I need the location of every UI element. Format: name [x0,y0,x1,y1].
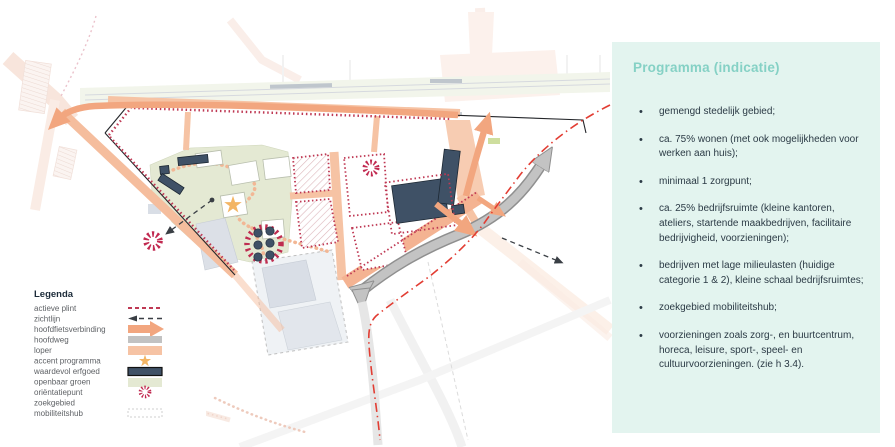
map-legend [26,283,206,441]
legend-label-hoofdweg: hoofdweg [34,335,69,345]
program-bullet: • ca. 75% wonen (met ook mogelijkheden voor werken aan huis); [633,133,866,162]
green-patch [488,138,500,144]
program-bullet: • zoekgebied mobiliteitshub; [633,301,866,316]
program-bullet: • gemengd stedelijk gebied; [633,105,866,120]
panel-title: Programma (indicatie) [633,60,780,75]
legend-label-loper: loper [34,346,52,355]
legend-symbol-dashed-outline-bar [128,409,162,417]
legend-label-accent-programma: accent programma [34,356,101,366]
program-bullet: • bedrijven met lage milieulasten (huidige categorie 1 & 2), kleine schaal bedrijfsruimtes; [633,259,866,288]
legend-symbol-peach-bar [128,346,162,355]
legend-label-openbaar-groen: openbaar groen [34,377,91,387]
legend-label-actieve-plint: actieve plint [34,304,77,313]
legend-label-waardevol-erfgoed: waardevol erfgoed [34,367,100,376]
legend-label-zichtlijn: zichtlijn [34,314,61,324]
program-bullet: • ca. 25% bedrijfsruimte (kleine kantoren, ateliers, startende maakbedrijven, facilitaire bedrijvigheid, voorzieningen); [633,202,866,246]
legend-title: Legenda [34,289,74,300]
legend-label-mobiliteitshub: mobiliteitshub [34,409,83,418]
legend-label-orientatiepunt: oriëntatiepunt [34,388,83,397]
legend-symbol-gray-bar [128,336,162,343]
program-bullet: • minimaal 1 zorgpunt; [633,175,866,190]
legend-label-zoekgebied: zoekgebied [34,398,75,408]
legend-symbol-navy-bar [128,368,162,376]
program-bullet: • voorzieningen zoals zorg-, en buurtcentrum, horeca, leisure, sport-, speel- en cultuurvoorzieningen. (zie h 3.4). [633,329,866,373]
program-panel [612,42,880,433]
orientation-point-icon [146,234,160,248]
legend-label-hoofdfietsverbinding: hoofdfietsverbinding [34,325,106,334]
program-bullet-list [633,105,866,373]
